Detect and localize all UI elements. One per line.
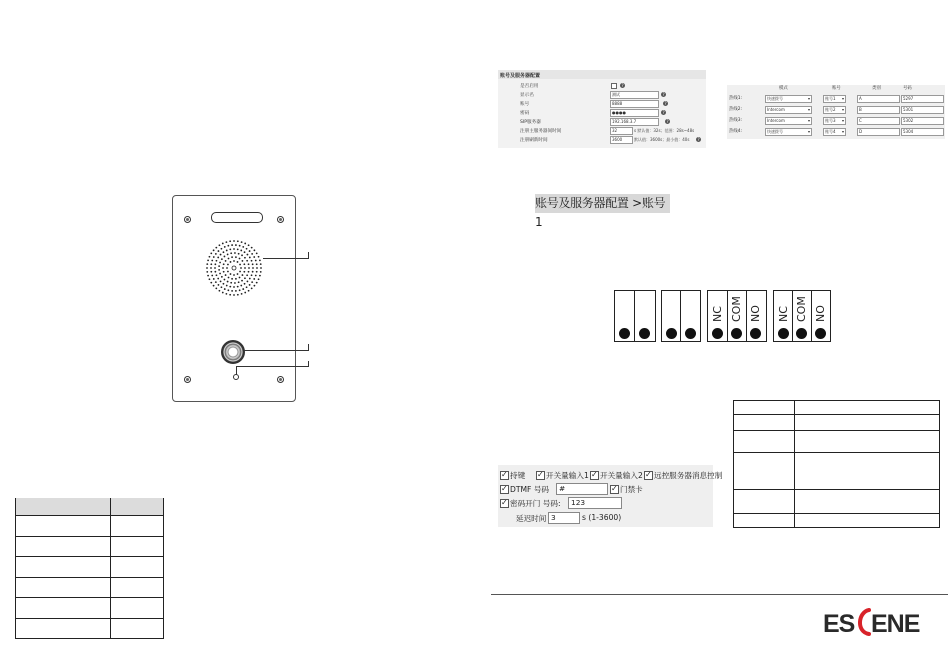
- speaker-hole: [239, 277, 241, 279]
- speaker-hole: [215, 247, 217, 249]
- hotline-row: [727, 116, 945, 126]
- speaker-hole: [225, 260, 227, 262]
- terminal-screw: [639, 328, 650, 339]
- screw-top-right: [277, 216, 284, 223]
- speaker-hole: [256, 271, 258, 273]
- callout-mic-drop: [236, 366, 237, 375]
- door-card-checkbox[interactable]: [610, 485, 619, 494]
- header-number: 号码: [903, 86, 912, 91]
- speaker-hole: [207, 259, 209, 261]
- speaker-hole: [255, 260, 257, 262]
- speaker-hole: [247, 254, 249, 256]
- intercom-device-drawing: [172, 195, 296, 402]
- speaker-hole: [256, 263, 258, 265]
- speaker-hole: [244, 277, 246, 279]
- speaker-hole: [258, 256, 260, 258]
- speaker-hole: [237, 240, 239, 242]
- camera-slot: [211, 212, 263, 223]
- speaker-hole: [213, 285, 215, 287]
- enable-checkbox[interactable]: [611, 83, 617, 89]
- speaker-hole: [224, 288, 226, 290]
- hotline-mode-select[interactable]: 快速拨号 ▾: [765, 95, 812, 103]
- dtmf-input[interactable]: #: [556, 483, 608, 495]
- speaker-hole: [244, 243, 246, 245]
- callout-button: [243, 350, 308, 351]
- escene-logo-icon: [823, 607, 921, 637]
- help-icon[interactable]: ?: [662, 110, 665, 115]
- speaker-hole: [238, 281, 240, 283]
- call-button: [221, 340, 245, 364]
- hotline-number-input[interactable]: 5304: [901, 128, 944, 136]
- speaker-hole: [239, 289, 241, 291]
- terminal-screw: [815, 328, 826, 339]
- callout-mic: [236, 366, 308, 367]
- speaker-hole: [209, 278, 211, 280]
- svg-text:ENE: ENE: [871, 610, 920, 638]
- speaker-hole: [218, 269, 220, 271]
- header-type: 类别: [872, 86, 881, 91]
- speaker-hole: [239, 264, 241, 266]
- speaker-hole: [243, 263, 245, 265]
- speaker-hole: [241, 280, 243, 282]
- speaker-hole: [251, 247, 253, 249]
- display-name-input[interactable]: 测试: [610, 91, 659, 99]
- speaker-hole: [244, 267, 246, 269]
- speaker-hole: [227, 264, 229, 266]
- speaker-hole: [222, 292, 224, 294]
- callout-speaker: [263, 258, 308, 259]
- speaker-hole: [224, 256, 226, 258]
- help-icon[interactable]: ?: [662, 92, 665, 97]
- speaker-hole: [259, 275, 261, 277]
- speaker-hole: [248, 271, 250, 273]
- speaker-hole: [237, 294, 239, 296]
- terminal-screw: [750, 328, 761, 339]
- speaker-hole: [213, 249, 215, 251]
- speaker-hole: [249, 257, 251, 259]
- speaker-hole: [230, 261, 232, 263]
- speaker-hole: [209, 256, 211, 258]
- hotline-account-select[interactable]: 账号4 ▾: [823, 128, 846, 136]
- hotline-account-select[interactable]: 账号3 ▾: [823, 117, 846, 125]
- speaker-hole: [241, 254, 243, 256]
- speaker-hole: [227, 245, 229, 247]
- speaker-hole: [252, 271, 254, 273]
- speaker-hole: [217, 257, 219, 259]
- speaker-hole: [248, 244, 250, 246]
- speaker-hole: [218, 284, 220, 286]
- speaker-hole: [210, 267, 212, 269]
- speaker-hole: [246, 286, 248, 288]
- speaker-hole: [240, 267, 242, 269]
- speaker-hole: [233, 286, 235, 288]
- hotline-type-input[interactable]: C: [857, 117, 900, 125]
- speaker-hole: [242, 274, 244, 276]
- speaker-hole: [253, 278, 255, 280]
- speaker-hole: [252, 263, 254, 265]
- speaker-hole: [256, 253, 258, 255]
- speaker-hole: [230, 282, 232, 284]
- speaker-hole: [217, 278, 219, 280]
- terminal-label-com: COM: [730, 296, 743, 322]
- speaker-hole: [215, 253, 217, 255]
- hotline-account-select[interactable]: 账号1 ▾: [823, 95, 846, 103]
- speaker-hole: [251, 274, 253, 276]
- hotline-number-input[interactable]: 5301: [901, 106, 944, 114]
- speaker-hole: [223, 263, 225, 265]
- speaker-hole: [225, 241, 227, 243]
- footer-rule: [491, 594, 948, 595]
- terminal-block-1: [614, 290, 656, 342]
- speaker-hole: [227, 254, 229, 256]
- hotline-account-select[interactable]: 账号2 ▾: [823, 106, 846, 114]
- help-icon[interactable]: ?: [621, 83, 624, 88]
- speaker-hole: [229, 248, 231, 250]
- hotline-type-input[interactable]: A: [857, 95, 900, 103]
- terminal-label-no: NO: [814, 305, 827, 322]
- speaker-hole: [233, 260, 235, 262]
- help-icon[interactable]: ?: [666, 119, 669, 124]
- screw-top-left: [184, 216, 191, 223]
- speaker-hole: [221, 286, 223, 288]
- speaker-hole: [252, 267, 254, 269]
- speaker-hole: [242, 246, 244, 248]
- speaker-hole: [233, 248, 235, 250]
- password-open-input[interactable]: 123: [568, 497, 622, 509]
- speaker-hole: [226, 267, 228, 269]
- speaker-hole: [231, 278, 233, 280]
- help-icon[interactable]: ?: [697, 137, 700, 142]
- breadcrumb: 账号及服务器配置 >账号1: [535, 194, 670, 213]
- speaker-hole: [222, 267, 224, 269]
- door-open-config-screenshot: ✓ 持键 ✓ 开关量输入1 ✓ 开关量输入2 ✓ 远控服务器消息控制 ✓ DTMF 号码 # ✓ 门禁卡 ✓ 密码开门 号码: 123 延迟时间 3 s (1-3600): [498, 465, 713, 527]
- speaker-hole: [237, 248, 239, 250]
- speaker-hole: [249, 250, 251, 252]
- register-interval-input[interactable]: 32: [610, 127, 633, 135]
- speaker-hole: [215, 281, 217, 283]
- speaker-hole: [249, 284, 251, 286]
- speaker-hole: [240, 285, 242, 287]
- speaker-hole: [233, 274, 235, 276]
- speaker-hole: [234, 252, 236, 254]
- speaker-hole: [219, 273, 221, 275]
- speaker-hole: [235, 278, 237, 280]
- speaker-hole: [210, 253, 212, 255]
- speaker-hole: [240, 250, 242, 252]
- terminal-screw: [796, 328, 807, 339]
- svg-text:ES: ES: [823, 610, 855, 638]
- speaker-hole: [239, 245, 241, 247]
- speaker-hole: [218, 250, 220, 252]
- row-enable: 是否启用 ?: [520, 83, 624, 89]
- hotline-mode-select[interactable]: 快速拨号 ▾: [765, 128, 812, 136]
- speaker-hole: [229, 286, 231, 288]
- row-display-name: 显示名 测试 ?: [520, 92, 665, 98]
- terminal-screw: [666, 328, 677, 339]
- hotline-row: [727, 105, 945, 115]
- speaker-hole: [256, 282, 258, 284]
- speaker-hole: [251, 253, 253, 255]
- speaker-hole: [206, 267, 208, 269]
- speaker-hole: [214, 267, 216, 269]
- speaker-hole: [237, 273, 239, 275]
- row-account: 账号 8888 ?: [520, 101, 667, 107]
- speaker-hole: [231, 290, 233, 292]
- header-mode: 模式: [779, 86, 788, 91]
- terminal-screw: [778, 328, 789, 339]
- speaker-hole: [244, 251, 246, 253]
- hotline-label: 热线2:: [729, 107, 743, 112]
- speaker-hole: [224, 279, 226, 281]
- switch-input-2-checkbox[interactable]: [590, 471, 599, 480]
- terminal-label-nc: NC: [711, 306, 724, 322]
- speaker-hole: [241, 293, 243, 295]
- header-account: 账号: [832, 86, 841, 91]
- speaker-hole: [228, 277, 230, 279]
- speaker-hole: [210, 263, 212, 265]
- hotline-config-screenshot: [727, 85, 945, 139]
- hotline-type-input[interactable]: D: [857, 128, 900, 136]
- speaker-hole: [223, 271, 225, 273]
- speaker-hole: [216, 260, 218, 262]
- sip-server-input[interactable]: 192.168.3.7: [610, 118, 659, 126]
- hotline-mode-select[interactable]: Intercom ▾: [765, 117, 812, 125]
- delay-input[interactable]: 3: [548, 512, 580, 524]
- screw-bottom-right: [277, 376, 284, 383]
- hotline-label: 热线4:: [729, 129, 743, 134]
- speaker-hole: [213, 278, 215, 280]
- interface-table: [733, 400, 940, 528]
- speaker-hole: [235, 256, 237, 258]
- speaker-hole: [242, 260, 244, 262]
- terminal-screw: [619, 328, 630, 339]
- hotline-row: [727, 94, 945, 104]
- speaker-hole: [248, 267, 250, 269]
- speaker-hole: [254, 285, 256, 287]
- speaker-hole: [235, 290, 237, 292]
- speaker-hole: [249, 278, 251, 280]
- hotline-number-input[interactable]: 5297: [901, 95, 944, 103]
- switch-input-1-checkbox[interactable]: [536, 471, 545, 480]
- speaker-hole: [255, 275, 257, 277]
- speaker-hole: [260, 271, 262, 273]
- speaker-hole: [238, 253, 240, 255]
- speaker-hole: [227, 281, 229, 283]
- terminal-block-relay-1: [707, 290, 767, 342]
- speaker-hole: [243, 271, 245, 273]
- speaker-hole: [254, 249, 256, 251]
- speaker-hole: [239, 258, 241, 260]
- speaker-hole: [206, 271, 208, 273]
- speaker-hole: [248, 263, 250, 265]
- speaker-grille-icon: [206, 240, 262, 296]
- speaker-hole: [219, 244, 221, 246]
- speaker-hole: [230, 252, 232, 254]
- hotline-label: 热线3:: [729, 118, 743, 123]
- speaker-hole: [233, 240, 235, 242]
- speaker-hole: [259, 259, 261, 261]
- config-title: 账号及服务器配置: [500, 73, 541, 79]
- terminal-label-no: NO: [749, 305, 762, 322]
- row-sip-server: SIP服务器 192.168.3.7 ?: [520, 119, 669, 125]
- speaker-hole: [224, 246, 226, 248]
- speaker-hole: [253, 256, 255, 258]
- speaker-hole: [229, 240, 231, 242]
- speaker-hole: [242, 288, 244, 290]
- speaker-hole: [210, 282, 212, 284]
- speaker-hole: [244, 257, 246, 259]
- speaker-hole: [234, 282, 236, 284]
- terminal-screw: [712, 328, 723, 339]
- speaker-hole: [223, 251, 225, 253]
- screw-bottom-left: [184, 376, 191, 383]
- speaker-hole: [210, 271, 212, 273]
- speaker-hole: [220, 281, 222, 283]
- speaker-hole: [231, 244, 233, 246]
- register-refresh-input[interactable]: 3600: [610, 136, 633, 144]
- row-register-refresh: 注册刷新时间 3600 默认值：3600s；最小值：40s ?: [520, 137, 700, 143]
- speaker-hole: [226, 250, 228, 252]
- password-open-checkbox[interactable]: [500, 499, 509, 508]
- speaker-hole: [223, 283, 225, 285]
- speaker-hole: [226, 285, 228, 287]
- remote-server-checkbox[interactable]: [644, 471, 653, 480]
- speaker-hole: [251, 281, 253, 283]
- password-input[interactable]: ●●●●: [610, 109, 659, 117]
- help-icon[interactable]: ?: [664, 101, 667, 106]
- speaker-hole: [219, 290, 221, 292]
- speaker-hole: [219, 262, 221, 264]
- hotline-number-input[interactable]: 5302: [901, 117, 944, 125]
- speaker-hole: [260, 267, 262, 269]
- speaker-hole: [233, 294, 235, 296]
- terminal-label-nc: NC: [777, 306, 790, 322]
- speaker-hole: [225, 274, 227, 276]
- speaker-hole: [256, 267, 258, 269]
- row-password: 密码 ●●●● ?: [520, 110, 665, 116]
- speaker-hole: [216, 274, 218, 276]
- hold-key-checkbox[interactable]: [500, 471, 509, 480]
- speaker-hole: [246, 248, 248, 250]
- hotline-type-input[interactable]: B: [857, 106, 900, 114]
- account-config-screenshot: [498, 70, 706, 148]
- terminal-screw: [731, 328, 742, 339]
- speaker-hole: [211, 275, 213, 277]
- speaker-hole: [220, 254, 222, 256]
- speaker-hole: [221, 276, 223, 278]
- callout-mic-tick: [308, 361, 309, 367]
- speaker-hole: [215, 288, 217, 290]
- speaker-hole: [247, 281, 249, 283]
- speaker-hole: [221, 258, 223, 260]
- speaker-hole: [248, 290, 250, 292]
- speaker-hole: [207, 275, 209, 277]
- speaker-hole: [206, 263, 208, 265]
- dtmf-checkbox[interactable]: [500, 485, 509, 494]
- speaker-hole: [211, 260, 213, 262]
- speaker-hole: [237, 261, 239, 263]
- speaker-hole: [228, 258, 230, 260]
- hotline-label: 热线1:: [729, 96, 743, 101]
- speaker-hole: [239, 271, 241, 273]
- speaker-hole: [213, 256, 215, 258]
- callout-button-tick: [308, 344, 309, 351]
- terminal-block-2: [661, 290, 701, 342]
- speaker-hole: [221, 248, 223, 250]
- speaker-hole: [230, 273, 232, 275]
- hotline-row: [727, 127, 945, 137]
- spec-table: [15, 498, 164, 639]
- speaker-hole: [222, 243, 224, 245]
- speaker-hole: [218, 265, 220, 267]
- speaker-hole: [246, 260, 248, 262]
- speaker-hole: [246, 274, 248, 276]
- row-register-interval: 注册主服务器间时间 32 s 默认值：32s；范围：28s~48s: [520, 128, 695, 134]
- speaker-hole: [227, 289, 229, 291]
- speaker-hole: [225, 293, 227, 295]
- callout-speaker-tick: [308, 252, 309, 259]
- speaker-hole: [241, 241, 243, 243]
- speaker-hole: [235, 244, 237, 246]
- speaker-hole: [214, 263, 216, 265]
- speaker-hole: [244, 292, 246, 294]
- terminal-screw: [685, 328, 696, 339]
- speaker-hole: [227, 271, 229, 273]
- speaker-hole: [244, 283, 246, 285]
- terminal-label-com: COM: [795, 296, 808, 322]
- speaker-hole: [229, 294, 231, 296]
- speaker-hole: [258, 278, 260, 280]
- terminal-block-relay-2: [773, 290, 831, 342]
- account-input[interactable]: 8888: [610, 100, 659, 108]
- speaker-hole: [251, 288, 253, 290]
- speaker-hole: [251, 260, 253, 262]
- speaker-hole: [214, 271, 216, 273]
- speaker-hole: [237, 286, 239, 288]
- hotline-mode-select[interactable]: Intercom ▾: [765, 106, 812, 114]
- speaker-hole: [231, 256, 233, 258]
- speaker-hole: [260, 263, 262, 265]
